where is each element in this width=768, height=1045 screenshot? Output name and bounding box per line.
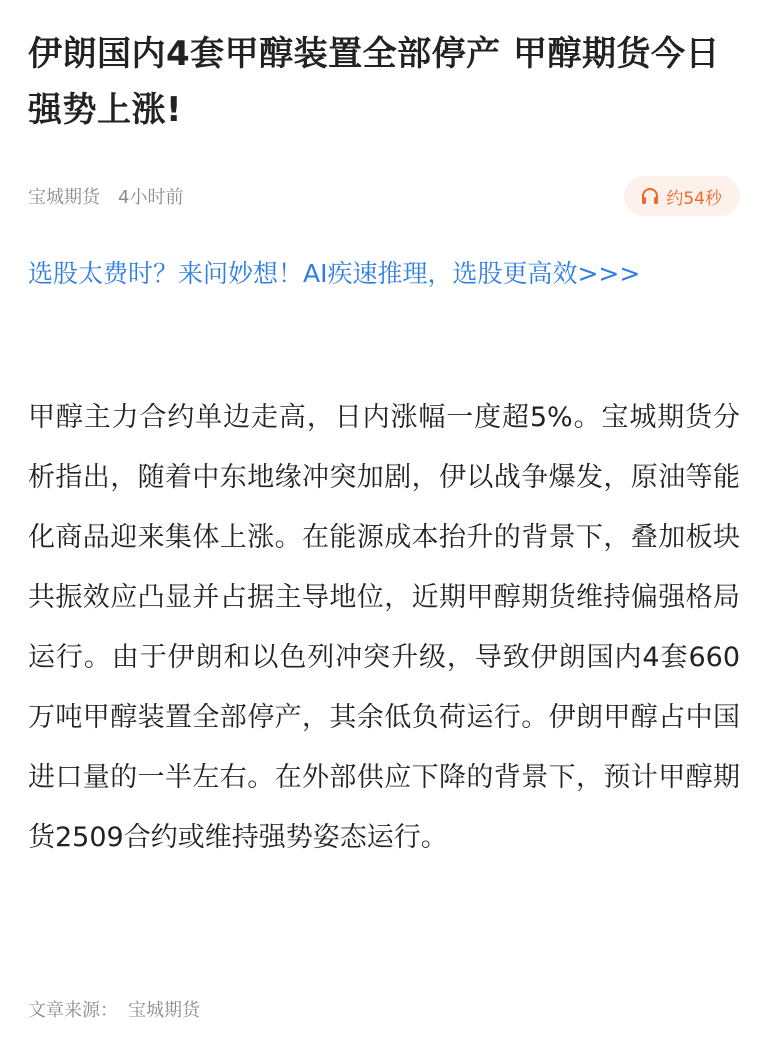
source-label: 文章来源： [28,1000,118,1021]
promo-link[interactable]: 选股太费时？来问妙想！AI疾速推理，选股更高效>>> [28,259,641,288]
article-meta [28,176,740,216]
audio-duration: 约54秒 [666,188,722,209]
audio-play-button[interactable] [624,176,740,216]
headphones-icon [640,186,660,206]
meta-info [28,183,183,209]
article-body: 甲醇主力合约单边走高，日内涨幅一度超5%。宝城期货分析指出，随着中东地缘冲突加剧，伊以战争爆发，原油等能化商品迎来集体上涨。在能源成本抬升的背景下，叠加板块共振效应凸显并占据主导地位，近期甲醇期货维持偏强格局运行。由于伊朗和以色列冲突升级，导致伊朗国内4套660万吨甲醇装置全部停产，其余低负荷运行。伊朗甲醇占中国进口量的一半左右。在外部供应下降的背景下，预计甲醇期货2509合约或维持强势姿态运行。 [28,402,740,853]
source-name[interactable]: 宝城期货 [28,187,100,208]
publish-time: 4小时前 [118,187,184,208]
article-title: 伊朗国内4套甲醇装置全部停产 甲醇期货今日强势上涨! [28,34,720,130]
article-source-footer [28,996,200,1022]
source-value: 宝城期货 [128,1000,200,1021]
